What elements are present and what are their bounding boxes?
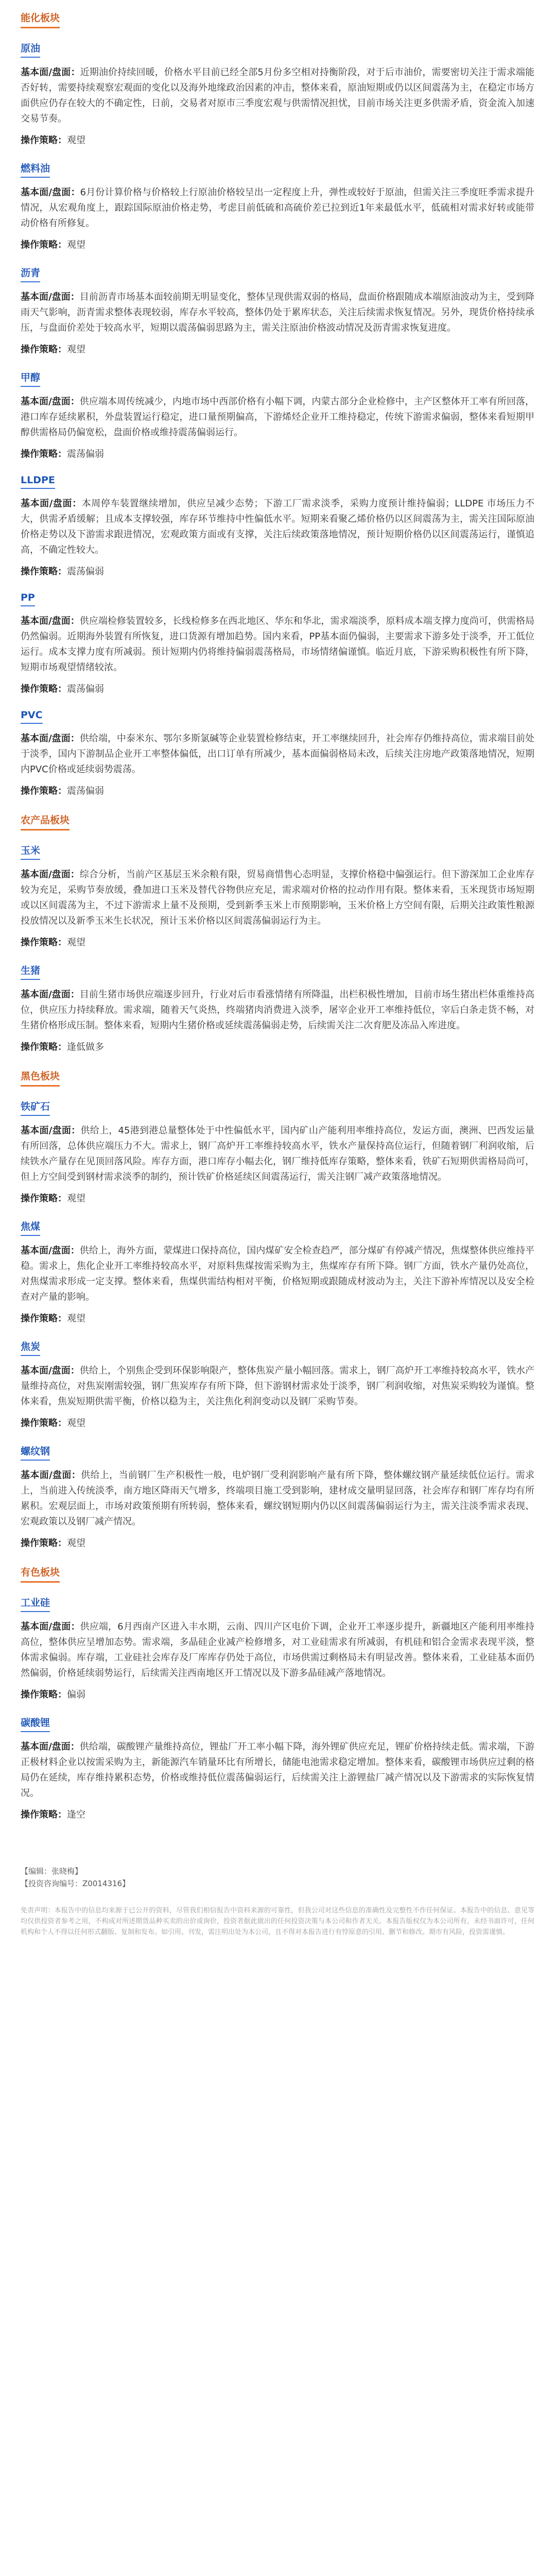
- fundamentals-paragraph: 基本面/盘面：供给端，碳酸锂产量维持高位，锂盐厂开工率小幅下降，海外锂矿供应充足，锂矿价格持续走低。需求端，下游正极材料企业以按需采购为主，新能源汽车销量环比有所增长，储能电池需求稳定增加。整体来看，碳酸锂市场供应过剩的格局仍在延续，库存维持累积态势，价格或维持低位震荡偏弱运行，后续需关注上游锂盐厂减产情况以及下游需求的实际恢复情况。: [21, 1741, 535, 1799]
- commodity-section: [21, 370, 534, 462]
- commodity-section: [21, 161, 534, 253]
- commodity-title: 铁矿石: [21, 1099, 50, 1116]
- field-label: 基本面/盘面：: [21, 1621, 80, 1632]
- commodity-section: [21, 843, 534, 951]
- fundamentals-paragraph: 基本面/盘面：本周停车装置继续增加，供应呈减少态势；下游工厂需求淡季，采购力度预计维持偏弱；LLDPE 市场压力不大，供需矛盾缓解；且成本支撑较强，库存环节维持中性偏低水平。短期来看聚乙烯价格仍以区间震荡为主，需关注国际原油价格走势以及下游需求跟进情况，宏观政策方面或有支撑，关注后续政策落地情况，预计短期价格仍以区间震荡运行，谨慎追高，不确定性较大。: [21, 498, 534, 555]
- report-footer: [21, 1865, 534, 1890]
- commodity-section: [21, 709, 534, 799]
- category-title: 能化板块: [21, 10, 60, 28]
- strategy-line: 操作策略：观望: [21, 1418, 85, 1429]
- fundamentals-paragraph: 基本面/盘面：供给上，45港到港总量整体处于中性偏低水平，国内矿山产能利用率维持高位，发运方面，澳洲、巴西发运量有所回落，总体供应端压力不大。需求上，钢厂高炉开工率维持较高水平，铁水产量保持高位运行，但随着钢厂利润收缩，后续铁水产量存在见顶回落风险。库存方面，港口库存小幅去化，钢厂维持低库存策略，整体来看，铁矿石短期供需格局尚可，但上方空间受到钢材需求淡季的制约，预计铁矿价格延续区间震荡运行，需关注钢厂减产政策落地情况。: [21, 1125, 535, 1182]
- strategy-line: 操作策略：震荡偏弱: [21, 449, 104, 460]
- fundamentals-paragraph: 基本面/盘面：综合分析，当前产区基层玉米余粮有限，贸易商惜售心态明显，支撑价格稳中偏强运行。但下游深加工企业库存较为充足，采购节奏放缓，叠加进口玉米及替代谷物供应充足，需求端对价格的拉动作用有限。整体来看，玉米现货市场短期或以区间震荡为主，不过下游需求上量不及预期，受到新季玉米上市预期影响，玉米价格上方空间有限，后期关注政策性粮源投放情况以及新季玉米生长状况，预计玉米价格以区间震荡偏弱运行为主。: [21, 869, 535, 926]
- commodity-section: [21, 1595, 534, 1703]
- field-label: 基本面/盘面：: [21, 1365, 80, 1376]
- commodity-section: [21, 1444, 534, 1551]
- disclaimer-text: 免责声明：本报告中的信息均来源于已公开的资料，尽管我们相信报告中资料来源的可靠性，但我公司对这些信息的准确性及完整性不作任何保证。本报告中的信息、意见等均仅供投资者参考之用，不构成对所述期货品种买卖的出价或询价，投资者据此做出的任何投资决策与本公司和作者无关。本报告版权仅为本公司所有，未经书面许可，任何机构和个人不得以任何形式翻版、复制和发布。如引用、刊发，需注明出处为本公司，且不得对本报告进行有悖原意的引用、删节和修改。期市有风险，投资需谨慎。: [21, 1907, 534, 1936]
- commodity-section: [21, 963, 534, 1055]
- strategy-line: 操作策略：震荡偏弱: [21, 684, 104, 694]
- field-label: 操作策略：: [21, 1313, 67, 1324]
- field-label: 操作策略：: [21, 1538, 67, 1549]
- field-label: 操作策略：: [21, 1689, 67, 1700]
- category-header: [21, 812, 534, 831]
- commodity-section: [21, 1339, 534, 1431]
- commodity-section: [21, 1715, 534, 1823]
- field-label: 操作策略：: [21, 1042, 67, 1053]
- field-label: 基本面/盘面：: [21, 869, 80, 880]
- strategy-line: 操作策略：观望: [21, 135, 85, 146]
- strategy-line: 操作策略：震荡偏弱: [21, 566, 104, 577]
- strategy-line: 操作策略：观望: [21, 1313, 85, 1324]
- commodity-title: 燃料油: [21, 161, 50, 178]
- commodity-title: LLDPE: [21, 474, 55, 489]
- field-label: 操作策略：: [21, 344, 67, 355]
- strategy-line: 操作策略：震荡偏弱: [21, 786, 104, 796]
- field-label: 基本面/盘面：: [21, 187, 80, 198]
- commodity-title: 玉米: [21, 843, 40, 860]
- commodity-title: 甲醇: [21, 370, 40, 387]
- strategy-line: 操作策略：观望: [21, 1538, 85, 1549]
- commodity-title: 焦煤: [21, 1219, 40, 1236]
- category-header: [21, 1069, 534, 1087]
- fundamentals-paragraph: 基本面/盘面：供应端，6月西南产区进入丰水期，云南、四川产区电价下调，企业开工率逐步提升，新疆地区产能利用率维持高位，整体供应呈增加态势。需求端，多晶硅企业减产检修增多，对工业硅需求有所减弱，有机硅和铝合金需求表现平淡，整体需求偏弱。库存端，工业硅社会库存及厂库库存仍处于高位，市场供需过剩格局未有明显改善。整体来看，工业硅基本面仍然偏弱，价格延续弱势运行，后续需关注西南地区开工情况以及下游多晶硅减产落地情况。: [21, 1621, 534, 1679]
- category-title: 有色板块: [21, 1565, 60, 1583]
- fundamentals-paragraph: 基本面/盘面：供应端本周传统减少，内地市场中西部价格有小幅下调，内蒙古部分企业检修中，主产区整体开工率有所回落，港口库存延续累积，外盘装置运行稳定，进口量预期偏高，下游烯烃企业开工维持稳定，传统下游需求偏弱，整体来看短期甲醇供需格局仍偏宽松，盘面价格或维持震荡偏弱运行。: [21, 396, 535, 438]
- strategy-line: 操作策略：观望: [21, 937, 85, 948]
- commodity-section: [21, 1099, 534, 1207]
- fundamentals-paragraph: 基本面/盘面：目前生猪市场供应端逐步回升，行业对后市看涨情绪有所降温，出栏积极性增加，目前市场生猪出栏体重维持高位，供应压力持续释放。需求端，随着天气炎热，终端猪肉消费进入淡季，屠宰企业开工率维持低位，宰后白条走货不畅，对生猪价格形成压制。整体来看，短期内生猪价格或延续震荡偏弱走势，后续需关注二次育肥及冻品入库进度。: [21, 989, 535, 1031]
- strategy-line: 操作策略：观望: [21, 240, 85, 250]
- category-header: [21, 10, 534, 28]
- field-label: 基本面/盘面：: [21, 733, 80, 744]
- field-label: 操作策略：: [21, 1809, 67, 1820]
- field-label: 操作策略：: [21, 1193, 67, 1204]
- field-label: 操作策略：: [21, 684, 67, 694]
- commodity-title: 螺纹钢: [21, 1444, 50, 1461]
- field-label: 操作策略：: [21, 135, 67, 146]
- field-label: 基本面/盘面：: [21, 1470, 81, 1481]
- fundamentals-paragraph: 基本面/盘面：6月份计算价格与价格较上行原油价格较呈出一定程度上升，弹性或较好于原油，但需关注三季度旺季需求提升情况，从宏观角度上，跟踪国际原油价格走势，考虑目前低硫和高硫价差已拉到近1年来最低水平，低硫相对需求好转或能带动价格有所修复。: [21, 187, 534, 229]
- commodity-title: 生猪: [21, 963, 40, 980]
- commodity-title: PVC: [21, 709, 43, 724]
- commodity-section: [21, 1219, 534, 1327]
- strategy-line: 操作策略：偏弱: [21, 1689, 85, 1700]
- commodity-section: [21, 592, 534, 697]
- field-label: 基本面/盘面：: [21, 616, 80, 626]
- fundamentals-paragraph: 基本面/盘面：近期油价持续回暖，价格水平目前已经全部5月份多空相对持衡阶段，对于后市油价，需要密切关注于需求端能否好转，需要持续观察宏观面的变化以及海外地缘政治因素的冲击，整体来看，原油短期或仍以区间震荡为主，在稳定市场方面供应仍存在较大的不确定性，日前，交易者对原市三季度宏观与供需情况担忧，目前市场关注更多供需矛盾，资金流入加速交易节奏。: [21, 67, 534, 124]
- fundamentals-paragraph: 基本面/盘面：供给上，海外方面，蒙煤进口保持高位，国内煤矿安全检查趋严，部分煤矿有停减产情况，焦煤整体供应维持平稳。需求上，焦化企业开工率维持较高水平，对原料焦煤按需采购为主，焦煤库存有所下降。钢厂方面，铁水产量仍处高位，对焦煤需求形成一定支撑。整体来看，焦煤供需结构相对平衡，价格短期或跟随成材波动为主，关注下游补库情况以及安全检查对产量的影响。: [21, 1245, 535, 1302]
- category-title: 农产品板块: [21, 812, 70, 831]
- qualification-line: 【投资咨询编号：Z0014316】: [21, 1879, 130, 1888]
- strategy-line: 操作策略：观望: [21, 344, 85, 355]
- commodity-section: [21, 41, 534, 148]
- field-label: 操作策略：: [21, 449, 67, 460]
- commodity-title: 原油: [21, 41, 40, 58]
- category-header: [21, 1565, 534, 1583]
- commodity-title: 沥青: [21, 265, 40, 282]
- field-label: 基本面/盘面：: [21, 1125, 81, 1136]
- commodity-title: 工业硅: [21, 1595, 50, 1612]
- commodity-title: 焦炭: [21, 1339, 40, 1356]
- field-label: 基本面/盘面：: [21, 396, 80, 407]
- commodity-title: 碳酸锂: [21, 1715, 50, 1732]
- strategy-line: 操作策略：逢空: [21, 1809, 85, 1820]
- field-label: 基本面/盘面：: [21, 1245, 80, 1256]
- commodity-title: PP: [21, 592, 35, 606]
- strategy-line: 操作策略：观望: [21, 1193, 85, 1204]
- field-label: 操作策略：: [21, 1418, 67, 1429]
- commodity-section: [21, 265, 534, 358]
- field-label: 操作策略：: [21, 786, 67, 796]
- editor-line: 【编辑：张晓梅】: [21, 1867, 83, 1876]
- fundamentals-paragraph: 基本面/盘面：供给上，当前钢厂生产积极性一般，电炉钢厂受利润影响产量有所下降，整体螺纹钢产量延续低位运行。需求上，当前进入传统淡季，南方地区降雨天气增多，终端项目施工受到影响，建材成交量明显回落，社会库存和钢厂库存均有所累积。宏观层面上，市场对政策预期有所转弱，整体来看，螺纹钢短期内仍以区间震荡偏弱运行为主，需关注淡季需求表现、宏观政策以及钢厂减产情况。: [21, 1470, 534, 1527]
- fundamentals-paragraph: 基本面/盘面：供给上，个别焦企受到环保影响限产，整体焦炭产量小幅回落。需求上，钢厂高炉开工率维持较高水平，铁水产量维持高位，对焦炭刚需较强，钢厂焦炭库存有所下降，但下游钢材需求处于淡季，钢厂利润收缩，对焦炭采购较为谨慎。整体来看，焦炭短期供需平衡，价格以稳为主，关注焦化利润变动以及钢厂采购节奏。: [21, 1365, 535, 1407]
- field-label: 基本面/盘面：: [21, 292, 80, 302]
- field-label: 基本面/盘面：: [21, 989, 80, 1000]
- field-label: 基本面/盘面：: [21, 498, 82, 509]
- fundamentals-paragraph: 基本面/盘面：目前沥青市场基本面较前期无明显变化，整体呈现供需双弱的格局，盘面价格跟随成本端原油波动为主，受到降雨天气影响，沥青需求整体表现较弱，库存水平较高，整体仍处于累库状态，关注后续需求恢复情况。另外，现货价格持续承压，与盘面价差处于较高水平，短期以震荡偏弱思路为主，需关注原油价格波动情况及沥青需求恢复进度。: [21, 292, 535, 333]
- fundamentals-paragraph: 基本面/盘面：供应端检修装置较多，长线检修多在西北地区、华东和华北，需求端淡季，原料成本端支撑力度尚可，供需格局仍然偏弱。近期海外装置有所恢复，进口货源有增加趋势。国内来看，PP基本面仍偏弱，主要需求下游多处于淡季，开工低位运行。成本支撑力度有所减弱。预计短期内仍将维持偏弱震荡格局，市场情绪偏谨慎。临近月底，下游采购积极性有所下降，短期市场观望情绪较浓。: [21, 616, 535, 673]
- field-label: 操作策略：: [21, 240, 67, 250]
- field-label: 操作策略：: [21, 566, 67, 577]
- field-label: 操作策略：: [21, 937, 67, 948]
- strategy-line: 操作策略：逢低做多: [21, 1042, 104, 1053]
- field-label: 基本面/盘面：: [21, 1741, 80, 1752]
- category-title: 黑色板块: [21, 1069, 60, 1087]
- fundamentals-paragraph: 基本面/盘面：供给端，中泰米东、鄂尔多斯氯碱等企业装置检修结束，开工率继续回升，社会库存仍维持高位，需求端目前处于淡季，国内下游制品企业开工率整体偏低，出口订单有所减少，基本面偏弱格局未改，后续关注房地产政策落地情况，短期内PVC价格或延续弱势震荡。: [21, 733, 535, 775]
- commodity-section: [21, 474, 534, 580]
- field-label: 基本面/盘面：: [21, 67, 80, 78]
